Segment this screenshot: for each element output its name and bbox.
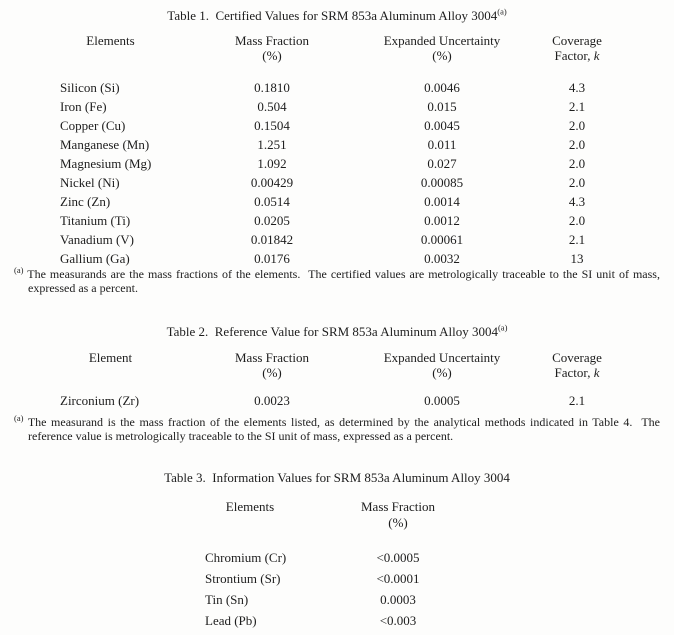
table1-header-row (28, 33, 621, 63)
table1-header-mass-fraction: Mass Fraction (%) (234, 33, 310, 63)
table2-footnote (14, 413, 660, 443)
uncertainty-cell: 0.011 (427, 137, 457, 152)
element-name-cell: Chromium (Cr) (205, 550, 287, 565)
element-name-cell: Magnesium (Mg) (60, 156, 152, 171)
mass-fraction-cell: 0.504 (257, 99, 287, 114)
coverage-factor-cell: 2.0 (568, 156, 586, 171)
uncertainty-cell: 0.0012 (424, 213, 460, 228)
mass-fraction-cell: 0.0003 (380, 592, 416, 607)
element-name-cell: Manganese (Mn) (60, 137, 150, 152)
mass-fraction-cell: 0.0176 (254, 251, 290, 266)
element-name-cell: Nickel (Ni) (60, 175, 120, 190)
table3-body (190, 547, 486, 631)
element-name-cell: Vanadium (V) (60, 232, 135, 247)
table1-footnote-line1: $^{(a)}$ The measurands are the mass fractions of the elements. The certified values are metrologically traceable to the SI unit of mass, (14, 265, 660, 281)
element-name-cell: Zinc (Zn) (60, 194, 111, 209)
coverage-factor-cell: 13 (570, 251, 584, 266)
table2-header-element: Element (88, 350, 133, 365)
mass-fraction-cell: 0.1810 (254, 80, 290, 95)
footnote-marker: (a) (14, 265, 24, 275)
element-name-cell: Lead (Pb) (205, 613, 257, 628)
table2-header-expanded-uncertainty: Expanded Uncertainty (%) (383, 350, 501, 380)
table3-title-text: Table 3. Information Values for SRM 853a Aluminum Alloy 3004 (164, 470, 510, 485)
mass-fraction-cell: 0.0514 (254, 194, 290, 209)
coverage-factor-cell: 2.1 (568, 232, 586, 247)
table3-header-row (190, 499, 486, 531)
element-name-cell: Iron (Fe) (60, 99, 107, 114)
element-name-cell: Strontium (Sr) (205, 571, 281, 586)
uncertainty-cell: 0.0005 (424, 393, 460, 408)
coverage-factor-cell: 2.1 (568, 393, 586, 408)
uncertainty-cell: 0.0046 (424, 80, 460, 95)
mass-fraction-cell: <0.003 (379, 613, 417, 628)
mass-fraction-cell: <0.0001 (376, 571, 420, 586)
uncertainty-cell: 0.0045 (424, 118, 460, 133)
footnote-marker: (a) (14, 413, 24, 423)
table2-title (0, 324, 674, 340)
table1-title (0, 8, 674, 24)
coverage-factor-cell: 2.1 (568, 99, 586, 114)
table1-header-elements: Elements (86, 33, 135, 48)
mass-fraction-cell: 0.0205 (254, 213, 290, 228)
uncertainty-cell: 0.00085 (420, 175, 464, 190)
table1-footnote (14, 265, 660, 295)
coverage-factor-cell: 2.0 (568, 175, 586, 190)
table3-title (0, 470, 674, 486)
table2-footnote-line2: reference value is metrologically traceable to the SI unit of mass, expressed as a percent. (28, 428, 454, 443)
table1-title-footnote-marker: (a) (497, 6, 507, 17)
mass-fraction-cell: 0.00429 (250, 175, 294, 190)
uncertainty-cell: 0.015 (427, 99, 457, 114)
table1-footnote-line2: expressed as a percent. (28, 280, 138, 295)
coverage-factor-cell: 2.0 (568, 137, 586, 152)
element-name-cell: Titanium (Ti) (60, 213, 131, 228)
table2-footnote-line1: $^{(a)}$ The measurand is the mass fraction of the elements listed, as determined by the analytical methods indicated in Table 4. The (14, 413, 660, 429)
table1-title-text: Table 1. Certified Values for SRM 853a Aluminum Alloy 3004 (167, 8, 498, 23)
coverage-factor-cell: 2.0 (568, 213, 586, 228)
table2-header-row (28, 350, 621, 380)
table1-header-expanded-uncertainty: Expanded Uncertainty (%) (383, 33, 501, 63)
table2-title-text: Table 2. Reference Value for SRM 853a Aluminum Alloy 3004 (166, 324, 498, 339)
mass-fraction-cell: 1.092 (257, 156, 287, 171)
mass-fraction-cell: 0.1504 (254, 118, 290, 133)
uncertainty-cell: 0.0014 (424, 194, 460, 209)
mass-fraction-cell: 1.251 (257, 137, 287, 152)
uncertainty-cell: 0.0032 (424, 251, 460, 266)
table2-header-mass-fraction: Mass Fraction (%) (234, 350, 310, 380)
element-name-cell: Gallium (Ga) (60, 251, 130, 266)
element-name-cell: Copper (Cu) (60, 118, 126, 133)
table2-header-coverage-factor: Coverage Factor, k (552, 350, 602, 380)
table2-body (28, 391, 621, 410)
table2-title-footnote-marker: (a) (497, 322, 508, 333)
element-name-cell: Tin (Sn) (205, 592, 249, 607)
mass-fraction-cell: 0.0023 (254, 393, 290, 408)
mass-fraction-cell: 0.01842 (250, 232, 294, 247)
table1-header-coverage-factor: Coverage Factor, k (552, 33, 602, 63)
mass-fraction-cell: <0.0005 (376, 550, 420, 565)
coverage-factor-cell: 4.3 (568, 194, 586, 209)
element-name-cell: Silicon (Si) (60, 80, 120, 95)
table1-body (28, 78, 621, 268)
uncertainty-cell: 0.027 (427, 156, 457, 171)
uncertainty-cell: 0.00061 (420, 232, 464, 247)
table3-header-elements: Elements (225, 499, 275, 514)
table3-header-mass-fraction: Mass Fraction (%) (360, 499, 436, 530)
element-name-cell: Zirconium (Zr) (60, 393, 140, 408)
coverage-factor-cell: 4.3 (568, 80, 586, 95)
coverage-factor-cell: 2.0 (568, 118, 586, 133)
